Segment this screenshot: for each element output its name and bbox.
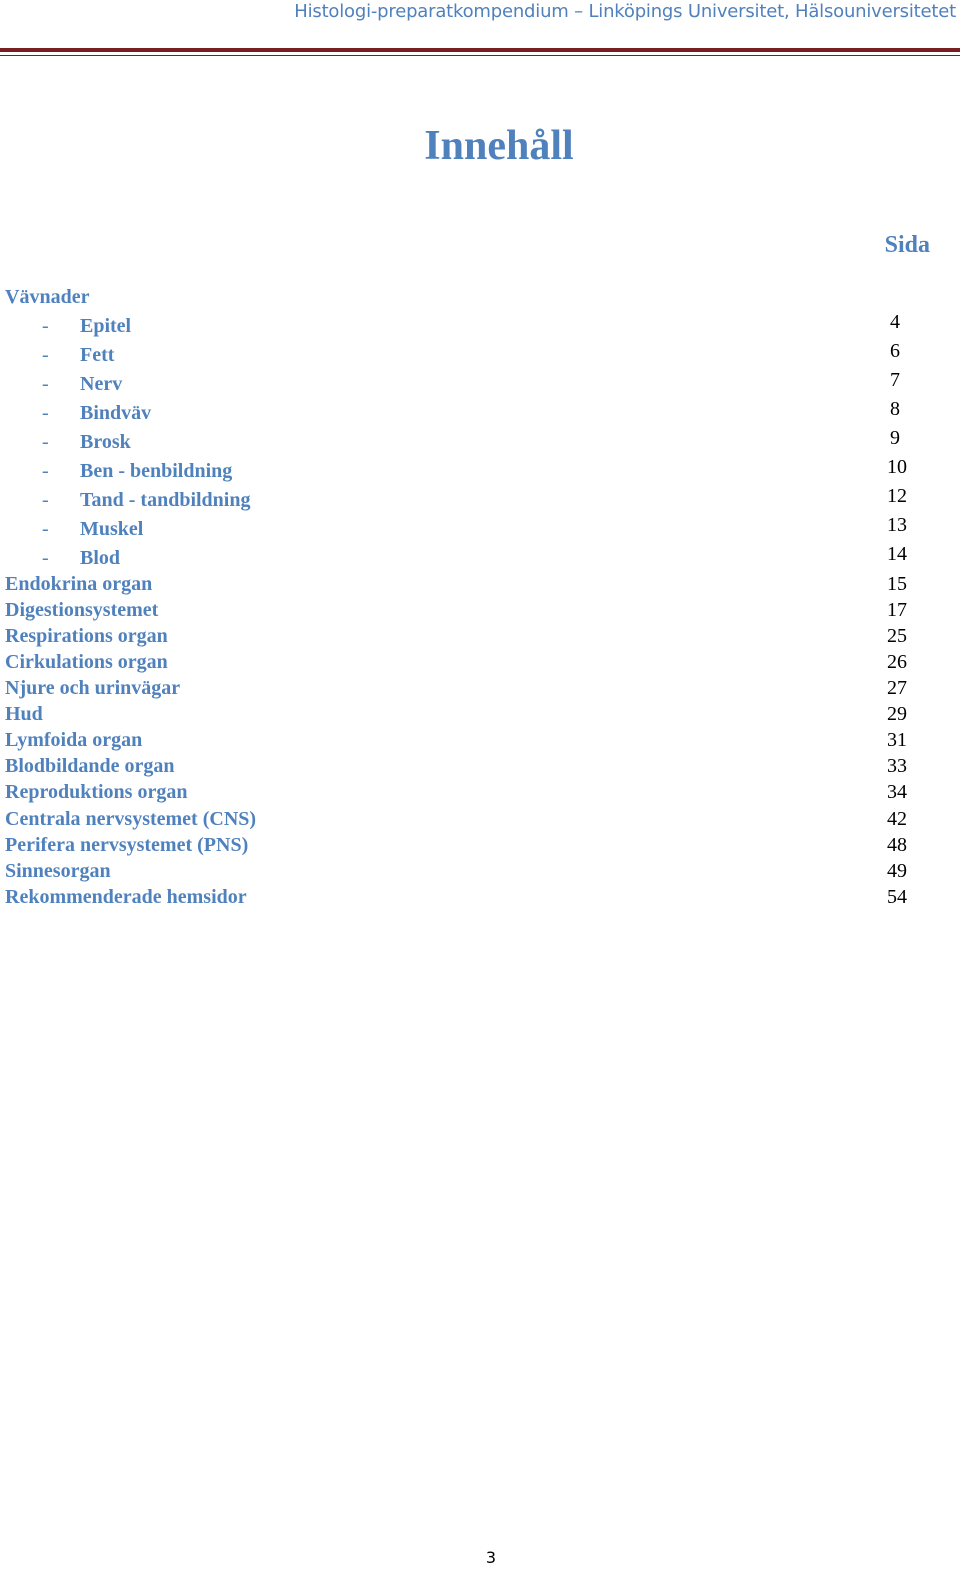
toc-entry-page: 33 <box>887 755 907 777</box>
toc-entry[interactable] <box>0 806 960 832</box>
toc-entry-label: Ben - benbildning <box>80 460 233 482</box>
header-rule <box>0 48 960 52</box>
toc-entry-page: 29 <box>887 703 907 725</box>
toc-entry-label: Cirkulations organ <box>5 651 168 673</box>
toc-entry-page: 42 <box>887 808 907 830</box>
toc-entry-page: 4 <box>890 311 900 333</box>
toc-entry[interactable] <box>0 675 960 701</box>
toc-entry[interactable] <box>0 458 960 484</box>
toc-entry-label: Endokrina organ <box>5 573 153 595</box>
toc-entry[interactable] <box>0 727 960 753</box>
toc-entry[interactable] <box>0 545 960 571</box>
toc-entry-label: Respirations organ <box>5 625 168 647</box>
toc-entry-label: Perifera nervsystemet (PNS) <box>5 834 249 856</box>
toc-entry[interactable] <box>0 487 960 513</box>
toc-entry[interactable] <box>0 371 960 397</box>
toc-entry-label: Digestionsystemet <box>5 599 159 621</box>
toc-entry[interactable] <box>0 779 960 805</box>
page-column-label: Sida <box>884 232 930 258</box>
toc-entry[interactable] <box>0 516 960 542</box>
toc-entry-page: 26 <box>887 651 907 673</box>
running-header: Histologi-preparatkompendium – Linköpings Universitet, Hälsouniversitetet <box>294 1 956 22</box>
toc-entry-label: Hud <box>5 703 43 725</box>
toc-entry-label: Fett <box>80 344 115 366</box>
toc-entry-page: 27 <box>887 677 907 699</box>
toc-entry[interactable] <box>0 597 960 623</box>
toc-entry-label: Reproduktions organ <box>5 781 188 803</box>
toc-entry-label: Lymfoida organ <box>5 729 143 751</box>
toc-entry-bullet: - <box>42 344 49 366</box>
toc-title: Innehåll <box>424 123 574 169</box>
toc-entry-label: Sinnesorgan <box>5 860 111 882</box>
toc-entry-label: Blod <box>80 547 121 569</box>
toc-entry-page: 7 <box>890 369 900 391</box>
toc-entry-page: 48 <box>887 834 907 856</box>
toc-entry-page: 17 <box>887 599 907 621</box>
toc-entry[interactable] <box>0 429 960 455</box>
toc-entry[interactable] <box>0 649 960 675</box>
toc-entry-bullet: - <box>42 315 49 337</box>
toc-entry-label: Vävnader <box>5 286 90 308</box>
toc-entry-page: 31 <box>887 729 907 751</box>
toc-entry[interactable] <box>0 313 960 339</box>
toc-entry-bullet: - <box>42 489 49 511</box>
toc-entry-label: Njure och urinvägar <box>5 677 181 699</box>
toc-entry-page: 14 <box>887 543 907 565</box>
toc-entry[interactable] <box>0 858 960 884</box>
toc-entry-label: Brosk <box>80 431 131 453</box>
toc-entry-label: Nerv <box>80 373 123 395</box>
toc-entry-bullet: - <box>42 431 49 453</box>
toc-entry-bullet: - <box>42 373 49 395</box>
toc-entry[interactable] <box>0 571 960 597</box>
toc-entry-page: 13 <box>887 514 907 536</box>
header-rule-thin <box>0 55 960 56</box>
toc-entry-label: Bindväv <box>80 402 152 424</box>
toc-entry-label: Tand - tandbildning <box>80 489 251 511</box>
toc-entry-label: Blodbildande organ <box>5 755 175 777</box>
toc-entry-bullet: - <box>42 547 49 569</box>
toc-entry[interactable] <box>0 342 960 368</box>
toc-entry-page: 25 <box>887 625 907 647</box>
toc-entry-page: 34 <box>887 781 907 803</box>
toc-entry-label: Muskel <box>80 518 144 540</box>
toc-entry[interactable] <box>0 400 960 426</box>
toc-entry-page: 54 <box>887 886 907 908</box>
toc-entry-bullet: - <box>42 402 49 424</box>
toc-entry[interactable] <box>0 884 960 910</box>
toc-entry[interactable] <box>0 701 960 727</box>
page-number: 3 <box>485 1548 497 1567</box>
toc-entry-label: Rekommenderade hemsidor <box>5 886 247 908</box>
toc-entry[interactable] <box>0 284 960 310</box>
toc-entry-bullet: - <box>42 460 49 482</box>
toc-entry-label: Centrala nervsystemet (CNS) <box>5 808 257 830</box>
toc-entry-label: Epitel <box>80 315 132 337</box>
toc-entry-page: 49 <box>887 860 907 882</box>
toc-entry-bullet: - <box>42 518 49 540</box>
toc-entry-page: 9 <box>890 427 900 449</box>
toc-entry[interactable] <box>0 753 960 779</box>
toc-entry-page: 15 <box>887 573 907 595</box>
toc-entry-page: 10 <box>887 456 907 478</box>
toc-entry[interactable] <box>0 623 960 649</box>
toc-entry[interactable] <box>0 832 960 858</box>
toc-entry-page: 6 <box>890 340 900 362</box>
toc-entry-page: 8 <box>890 398 900 420</box>
toc-entry-page: 12 <box>887 485 907 507</box>
